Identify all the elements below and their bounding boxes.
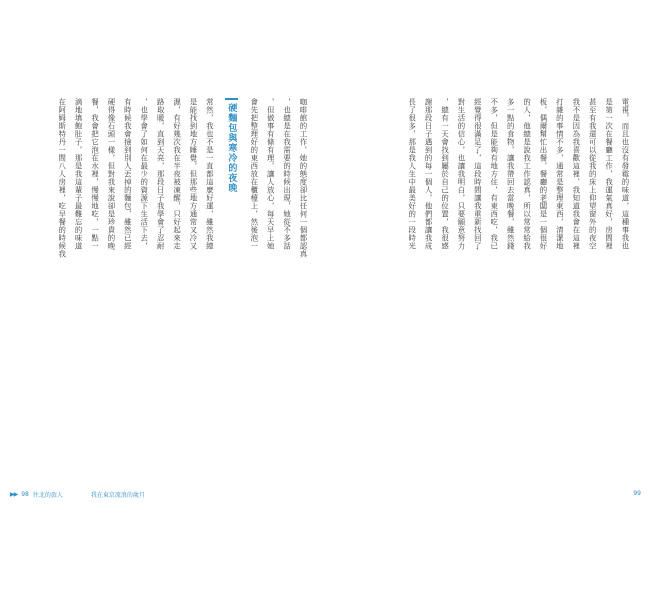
right-page-number: 99 <box>633 490 641 497</box>
text-column: 電視，而且也沒有發霉的味道，這種事我也 <box>621 98 630 250</box>
text-column: 我不是因為我喜歡這裡，我知道我會在這裡 <box>571 98 581 250</box>
text-column: 會先把整理好的東西放在櫃檯上，然後泡一 <box>249 98 259 250</box>
footer-book-title: 往北的旅人 <box>32 492 63 499</box>
text-column: 謝那段日子遇到的每一個人，他們都讓我成 <box>424 98 434 250</box>
text-column: 常然，我也不是一直都這麼好運，雖然我總 <box>205 98 215 250</box>
text-column: 滴地填飽肚子，那是我這輩子最難忘的味道 <box>74 98 84 250</box>
text-column: 多一點的食物，讓我帶回去當晚餐，雖然錢 <box>506 98 516 250</box>
text-column: 路取暖，直到天亮，那段日子我學會了忍耐 <box>156 98 166 250</box>
right-page <box>327 0 655 609</box>
text-column: 經覺得很滿足了，這段時間讓我重新找回了 <box>473 98 483 250</box>
section-heading: 硬麵包與寒冷的夜晚 <box>225 98 238 223</box>
text-column: 在阿姆斯特丹一間八人房裡，吃早餐的時候我 <box>57 98 67 258</box>
text-column: 有時候我會撿到別人丟掉的麵包，雖然已經 <box>123 98 133 250</box>
text-column: 不多，但是能夠有地方住，有東西吃，我已 <box>489 98 499 250</box>
text-column: 餐，我會把它泡在水裡，慢慢地吃，一點一 <box>90 98 100 250</box>
left-footer <box>10 490 145 499</box>
text-column: 咖啡館的工作，她的態度卻比任何一個都認真 <box>299 98 308 258</box>
text-column: ，但做事有條有理，讓人放心，每天早上她 <box>266 98 276 250</box>
text-column: 濕，有好幾次我在半夜被凍醒，只好起來走 <box>172 98 182 250</box>
text-column: 板，偶爾幫忙出餐，餐廳的老闆是一個很好 <box>538 98 548 250</box>
text-column: ，也總是在我需要的時候出現，她從不多話 <box>282 98 292 250</box>
text-column: 是能找到地方睡覺，但那些地方通常又冷又 <box>188 98 198 250</box>
left-page-number: 98 <box>21 491 29 498</box>
text-column: ，總有一天會找到屬於自己的位置，我很感 <box>440 98 450 250</box>
text-column: 的人，他總是說我工作認真，所以常常給我 <box>522 98 532 250</box>
text-column: 硬得像石頭一樣，但對我來說卻是珍貴的晚 <box>106 98 116 250</box>
footer-book-subtitle: 我在東京流浪的歲月 <box>90 492 145 499</box>
text-column: ，也學會了如何在最少的資源下生活下去， <box>139 98 149 250</box>
text-column: 是第一次在餐廳工作，我運氣真好，房間裡 <box>604 98 614 250</box>
right-text-columns <box>408 98 629 434</box>
left-page <box>0 0 327 609</box>
text-column: 對生活的信心，也讓我明白，只要願意努力 <box>456 98 466 250</box>
text-column: 打雜的事情不多，通常是整理東西，清潔地 <box>555 98 565 250</box>
text-column: 長了很多，那是我人生中最美好的一段時光 <box>407 98 417 250</box>
left-text-columns <box>58 98 307 434</box>
text-column: 甚至有我還可以從我的床上仰望窗外的夜空 <box>588 98 598 250</box>
footer-marker-icon: ▶▶ <box>10 491 18 498</box>
